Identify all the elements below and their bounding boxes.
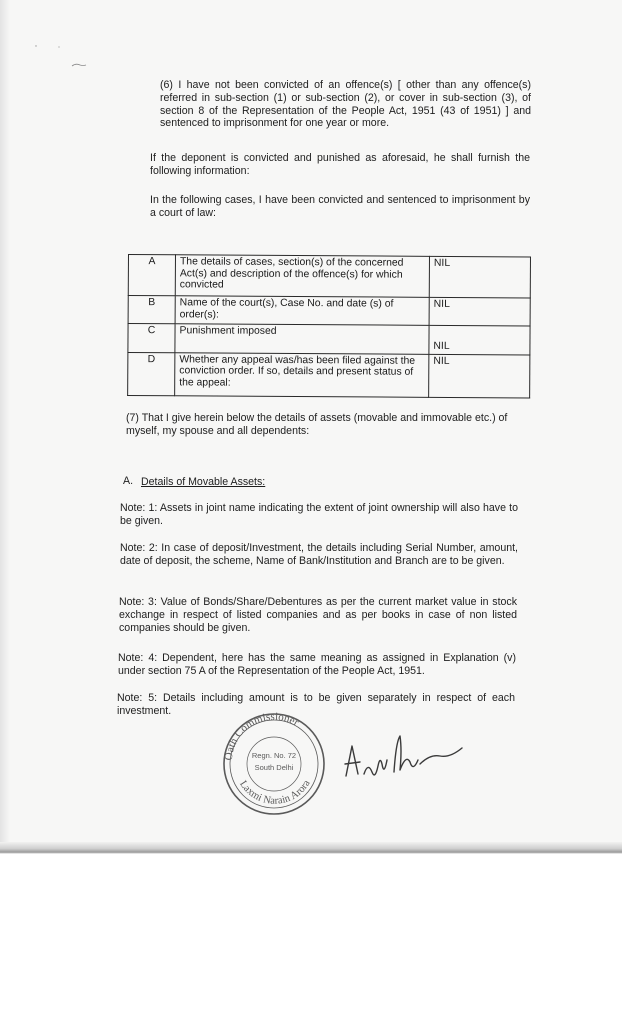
handwritten-signature <box>336 724 466 796</box>
row-question: Name of the court(s), Case No. and date (s) of order(s): <box>175 296 429 326</box>
clause-7-text: (7) That I give herein below the details of assets (movable and immovable etc.) of myself, my spouse and all dependents: <box>126 412 508 437</box>
row-answer: NIL <box>429 256 530 298</box>
row-question: Punishment imposed <box>175 324 429 354</box>
row-label: B <box>128 295 175 324</box>
section-a-marker: A. <box>123 475 134 487</box>
clause-6-paragraph-2: In the following cases, I have been convicted and sentenced to imprisonment by a court of law: <box>150 194 530 219</box>
svg-text:Regn. No. 72: Regn. No. 72 <box>251 751 297 760</box>
note-5: Note: 5: Details including amount is to be given separately in respect of each investment. <box>117 692 515 717</box>
clause-6-text: (6) I have not been convicted of an offence(s) [ other than any offence(s) referred in sub-section (1) or sub-section (2), or cover in sub-section (3), of section 8 of the Representation of the People Act, 1951 (43 of 1951) ] and sentenced to imprisonment for one year or more. <box>160 79 531 130</box>
note-1: Note: 1: Assets in joint name indicating the extent of joint ownership will also have to be given. <box>120 502 518 527</box>
svg-text:Laxmi Narain Arora: Laxmi Narain Arora <box>237 778 313 807</box>
row-label: A <box>128 255 175 296</box>
conviction-details-table <box>127 254 531 398</box>
table-row <box>128 295 530 326</box>
row-label: D <box>128 352 175 396</box>
page-bottom-edge <box>0 842 622 854</box>
row-label: C <box>128 324 175 352</box>
page-left-edge <box>0 0 10 852</box>
svg-text:Oath Commissioner: Oath Commissioner <box>222 710 301 762</box>
scan-speck-marks <box>28 36 108 76</box>
row-answer: NIL <box>429 326 530 355</box>
oath-commissioner-stamp <box>214 708 332 818</box>
clause-6-paragraph-1: If the deponent is convicted and punished as aforesaid, he shall furnish the following information: <box>150 152 530 177</box>
note-4: Note: 4: Dependent, here has the same meaning as assigned in Explanation (v) under section 75 A of the Representation of the People Act, 1951. <box>118 652 516 677</box>
note-2: Note: 2: In case of deposit/Investment, the details including Serial Number, amount, date of deposit, the scheme, Name of Bank/Institution and Branch are to be given. <box>120 542 518 567</box>
table-row <box>128 352 530 398</box>
section-a-heading: Details of Movable Assets: <box>141 476 266 488</box>
row-question: Whether any appeal was/has been filed against the conviction order. If so, details and present status of the appeal: <box>175 352 429 397</box>
svg-text:South Delhi: South Delhi <box>254 763 294 772</box>
row-question: The details of cases, section(s) of the concerned Act(s) and description of the offence(s) for which convicted <box>175 255 429 298</box>
note-3: Note: 3: Value of Bonds/Share/Debentures as per the current market value in stock exchange in respect of listed companies and as per books in case of non listed companies should be given. <box>119 596 517 634</box>
row-answer: NIL <box>429 297 530 326</box>
row-answer: NIL <box>429 354 530 398</box>
table-row <box>128 324 530 355</box>
table-row <box>128 255 530 298</box>
